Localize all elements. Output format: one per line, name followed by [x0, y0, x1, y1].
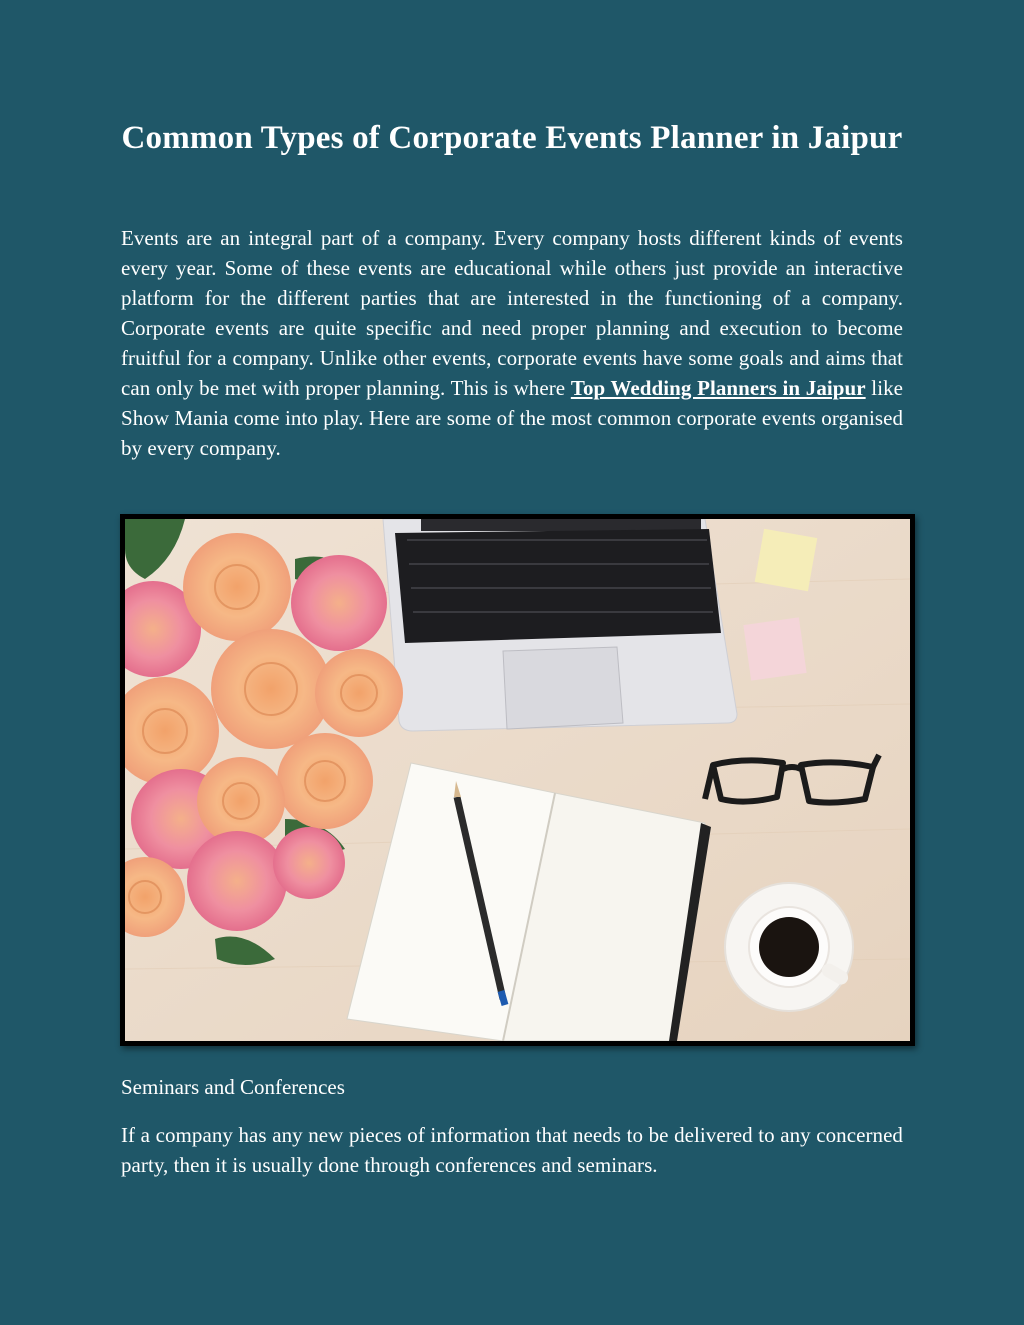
sticky-note-yellow [755, 529, 818, 592]
top-wedding-planners-link[interactable]: Top Wedding Planners in Jaipur [570, 376, 866, 400]
desk-photo [120, 514, 915, 1046]
intro-paragraph [121, 223, 903, 463]
coffee-cup-icon [725, 883, 853, 1011]
section-heading: Seminars and Conferences [121, 1075, 345, 1099]
intro-text-start: Events are an integral part of a company. Every company hosts different kinds of events every year. Some of these events are educational while others just provide an interactive platform for the different parties that are interested in the functioning of a company. Corporate events are quite specific and need proper planning and execution to become fruitful for a company. Unlike other events, corporate events have some goals and aims that can only be met with proper planning. This is where [121, 226, 903, 400]
section-paragraph: If a company has any new pieces of information that needs to be delivered to any concerned party, then it is usually done through conferences and seminars. [121, 1123, 903, 1177]
laptop-icon [383, 519, 737, 731]
sticky-note-pink [743, 617, 806, 680]
intro-text-end: like Show Mania come into play. Here are some of the most common corporate events organised by every company. [121, 376, 903, 460]
page-title: Common Types of Corporate Events Planner in Jaipur [121, 120, 903, 156]
desk-photo-illustration [125, 519, 910, 1041]
